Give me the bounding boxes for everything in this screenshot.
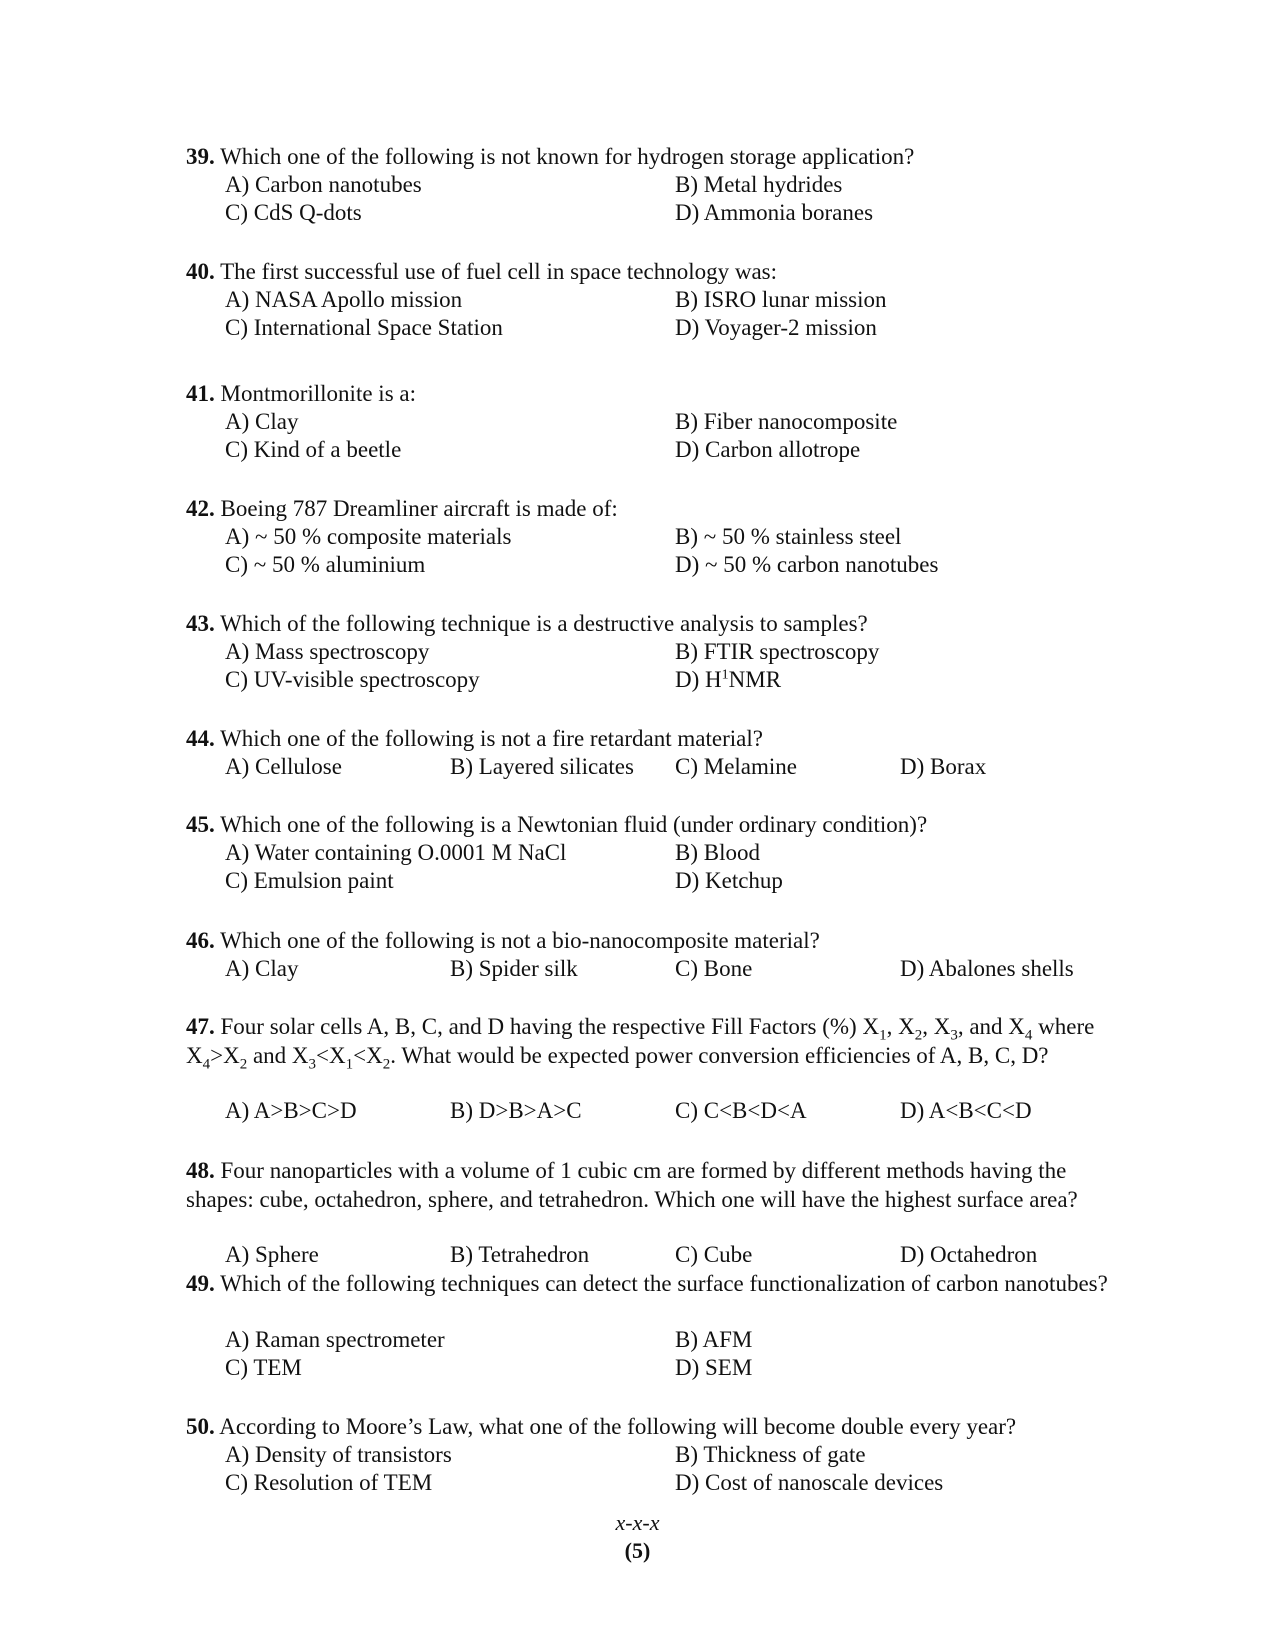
question-stem [186,725,1116,754]
option-c: C) Resolution of TEM [225,1470,433,1495]
option-c: C) UV-visible spectroscopy [225,667,480,692]
subscript: 1 [879,1027,887,1044]
option-a: A) Water containing O.0001 M NaCl [225,840,567,865]
option-d: D) SEM [675,1355,753,1380]
question-text: Which one of the following is not known for hydrogen storage application? [220,144,915,169]
text-part: , X [922,1014,951,1039]
question-text: Four nanoparticles with a volume of 1 cubic cm are formed by different methods having the shapes: cube, octahedron, sphere, and tetrahedron. Which one will have the highest surface area? [186,1158,1078,1212]
option-c: C) Cube [675,1242,753,1267]
question-stem [186,811,1116,840]
option-b: B) Blood [675,840,760,865]
option-a: A) Cellulose [225,754,342,779]
subscript: 4 [202,1056,211,1073]
option-c: C) International Space Station [225,315,503,340]
option-d-prefix: D) H [675,667,722,692]
option-d: D) Ketchup [675,868,783,893]
question-number: 42. [186,496,215,521]
option-c: C) TEM [225,1355,302,1380]
question-text: Which one of the following is a Newtonian fluid (under ordinary condition)? [220,812,928,837]
option-c: C) Kind of a beetle [225,437,402,462]
question-text: Which of the following techniques can detect the surface functionalization of carbon nanotubes? [220,1271,1108,1296]
text-part: Four solar cells A, B, C, and D having the respective Fill Factors (%) X [220,1014,880,1039]
option-a: A) Sphere [225,1242,319,1267]
question-number: 41. [186,381,215,406]
question-stem [186,1270,1116,1299]
option-b: B) Metal hydrides [675,172,843,197]
option-d: D) Ammonia boranes [675,200,874,225]
question-text: According to Moore’s Law, what one of the following will become double every year? [219,1414,1017,1439]
question-number: 44. [186,726,215,751]
option-c: C) Melamine [675,754,797,779]
question-stem [186,927,1116,956]
end-marker: x-x-x [615,1510,660,1535]
text-part: where X [186,1014,1095,1068]
option-b: B) Fiber nanocomposite [675,409,898,434]
option-b: B) Tetrahedron [450,1242,590,1267]
question-text [186,1014,1095,1073]
text-part: , and X [957,1014,1025,1039]
question-number: 43. [186,611,215,636]
question-text: Which one of the following is not a bio-nanocomposite material? [220,928,820,953]
option-a: A) Mass spectroscopy [225,639,430,664]
question-text: The first successful use of fuel cell in space technology was: [220,259,778,284]
option-b: B) FTIR spectroscopy [675,639,880,664]
question-stem [186,1413,1116,1442]
text-part: . What would be expected power conversion efficiencies of A, B, C, D? [390,1042,1049,1068]
text-part: <X [353,1042,383,1068]
option-b: B) Spider silk [450,956,578,981]
subscript: 2 [239,1056,248,1073]
question-number: 48. [186,1158,215,1183]
text-part: , X [886,1014,915,1039]
question-number: 40. [186,259,215,284]
text-part: >X [210,1042,240,1068]
option-d: D) Octahedron [900,1242,1038,1267]
option-b: B) D>B>A>C [450,1098,582,1123]
option-b: B) ~ 50 % stainless steel [675,524,902,549]
option-d: D) Borax [900,754,987,779]
option-a: A) Carbon nanotubes [225,172,422,197]
subscript: 2 [914,1027,923,1044]
question-stem [186,258,1116,287]
question-stem [186,143,1116,172]
question-stem [186,1157,1116,1214]
question-number: 45. [186,812,215,837]
page-number: (5) [624,1538,651,1563]
option-b: B) Thickness of gate [675,1442,866,1467]
subscript: 1 [345,1056,354,1073]
option-d-superscript: 1 [721,667,729,683]
question-stem [186,380,1116,409]
option-c: C) C<B<D<A [675,1098,807,1123]
question-text: Montmorillonite is a: [220,381,416,406]
question-text: Which one of the following is not a fire retardant material? [220,726,763,751]
option-d: D) ~ 50 % carbon nanotubes [675,552,939,577]
option-c: C) CdS Q-dots [225,200,362,225]
option-a: A) Clay [225,956,299,981]
subscript: 4 [1024,1027,1033,1044]
option-a: A) Density of transistors [225,1442,452,1467]
option-d: D) Cost of nanoscale devices [675,1470,944,1495]
question-number: 50. [186,1414,215,1439]
question-number: 39. [186,144,215,169]
question-number: 46. [186,928,215,953]
option-a: A) ~ 50 % composite materials [225,524,512,549]
option-a: A) Clay [225,409,299,434]
subscript: 3 [308,1056,317,1073]
option-d: D) Abalones shells [900,956,1074,981]
option-b: B) ISRO lunar mission [675,287,887,312]
option-b: B) AFM [675,1327,753,1352]
option-c: C) ~ 50 % aluminium [225,552,426,577]
option-d [675,666,781,695]
option-c: C) Bone [675,956,753,981]
subscript: 2 [382,1056,391,1073]
option-a: A) NASA Apollo mission [225,287,463,312]
question-text: Which of the following technique is a destructive analysis to samples? [220,611,868,636]
option-c: C) Emulsion paint [225,868,394,893]
subscript: 3 [950,1027,958,1044]
option-d-suffix: NMR [728,667,782,692]
text-part: and X [247,1042,309,1068]
question-stem [186,1013,1116,1073]
question-number: 49. [186,1271,215,1296]
question-stem [186,610,1116,639]
option-a: A) Raman spectrometer [225,1327,445,1352]
option-d: D) Voyager-2 mission [675,315,877,340]
option-d: D) Carbon allotrope [675,437,861,462]
text-part: <X [316,1042,346,1068]
question-stem [186,495,1116,524]
question-text: Boeing 787 Dreamliner aircraft is made of: [220,496,618,521]
option-a: A) A>B>C>D [225,1098,357,1123]
question-number: 47. [186,1014,215,1039]
option-b: B) Layered silicates [450,754,634,779]
option-d: D) A<B<C<D [900,1098,1032,1123]
